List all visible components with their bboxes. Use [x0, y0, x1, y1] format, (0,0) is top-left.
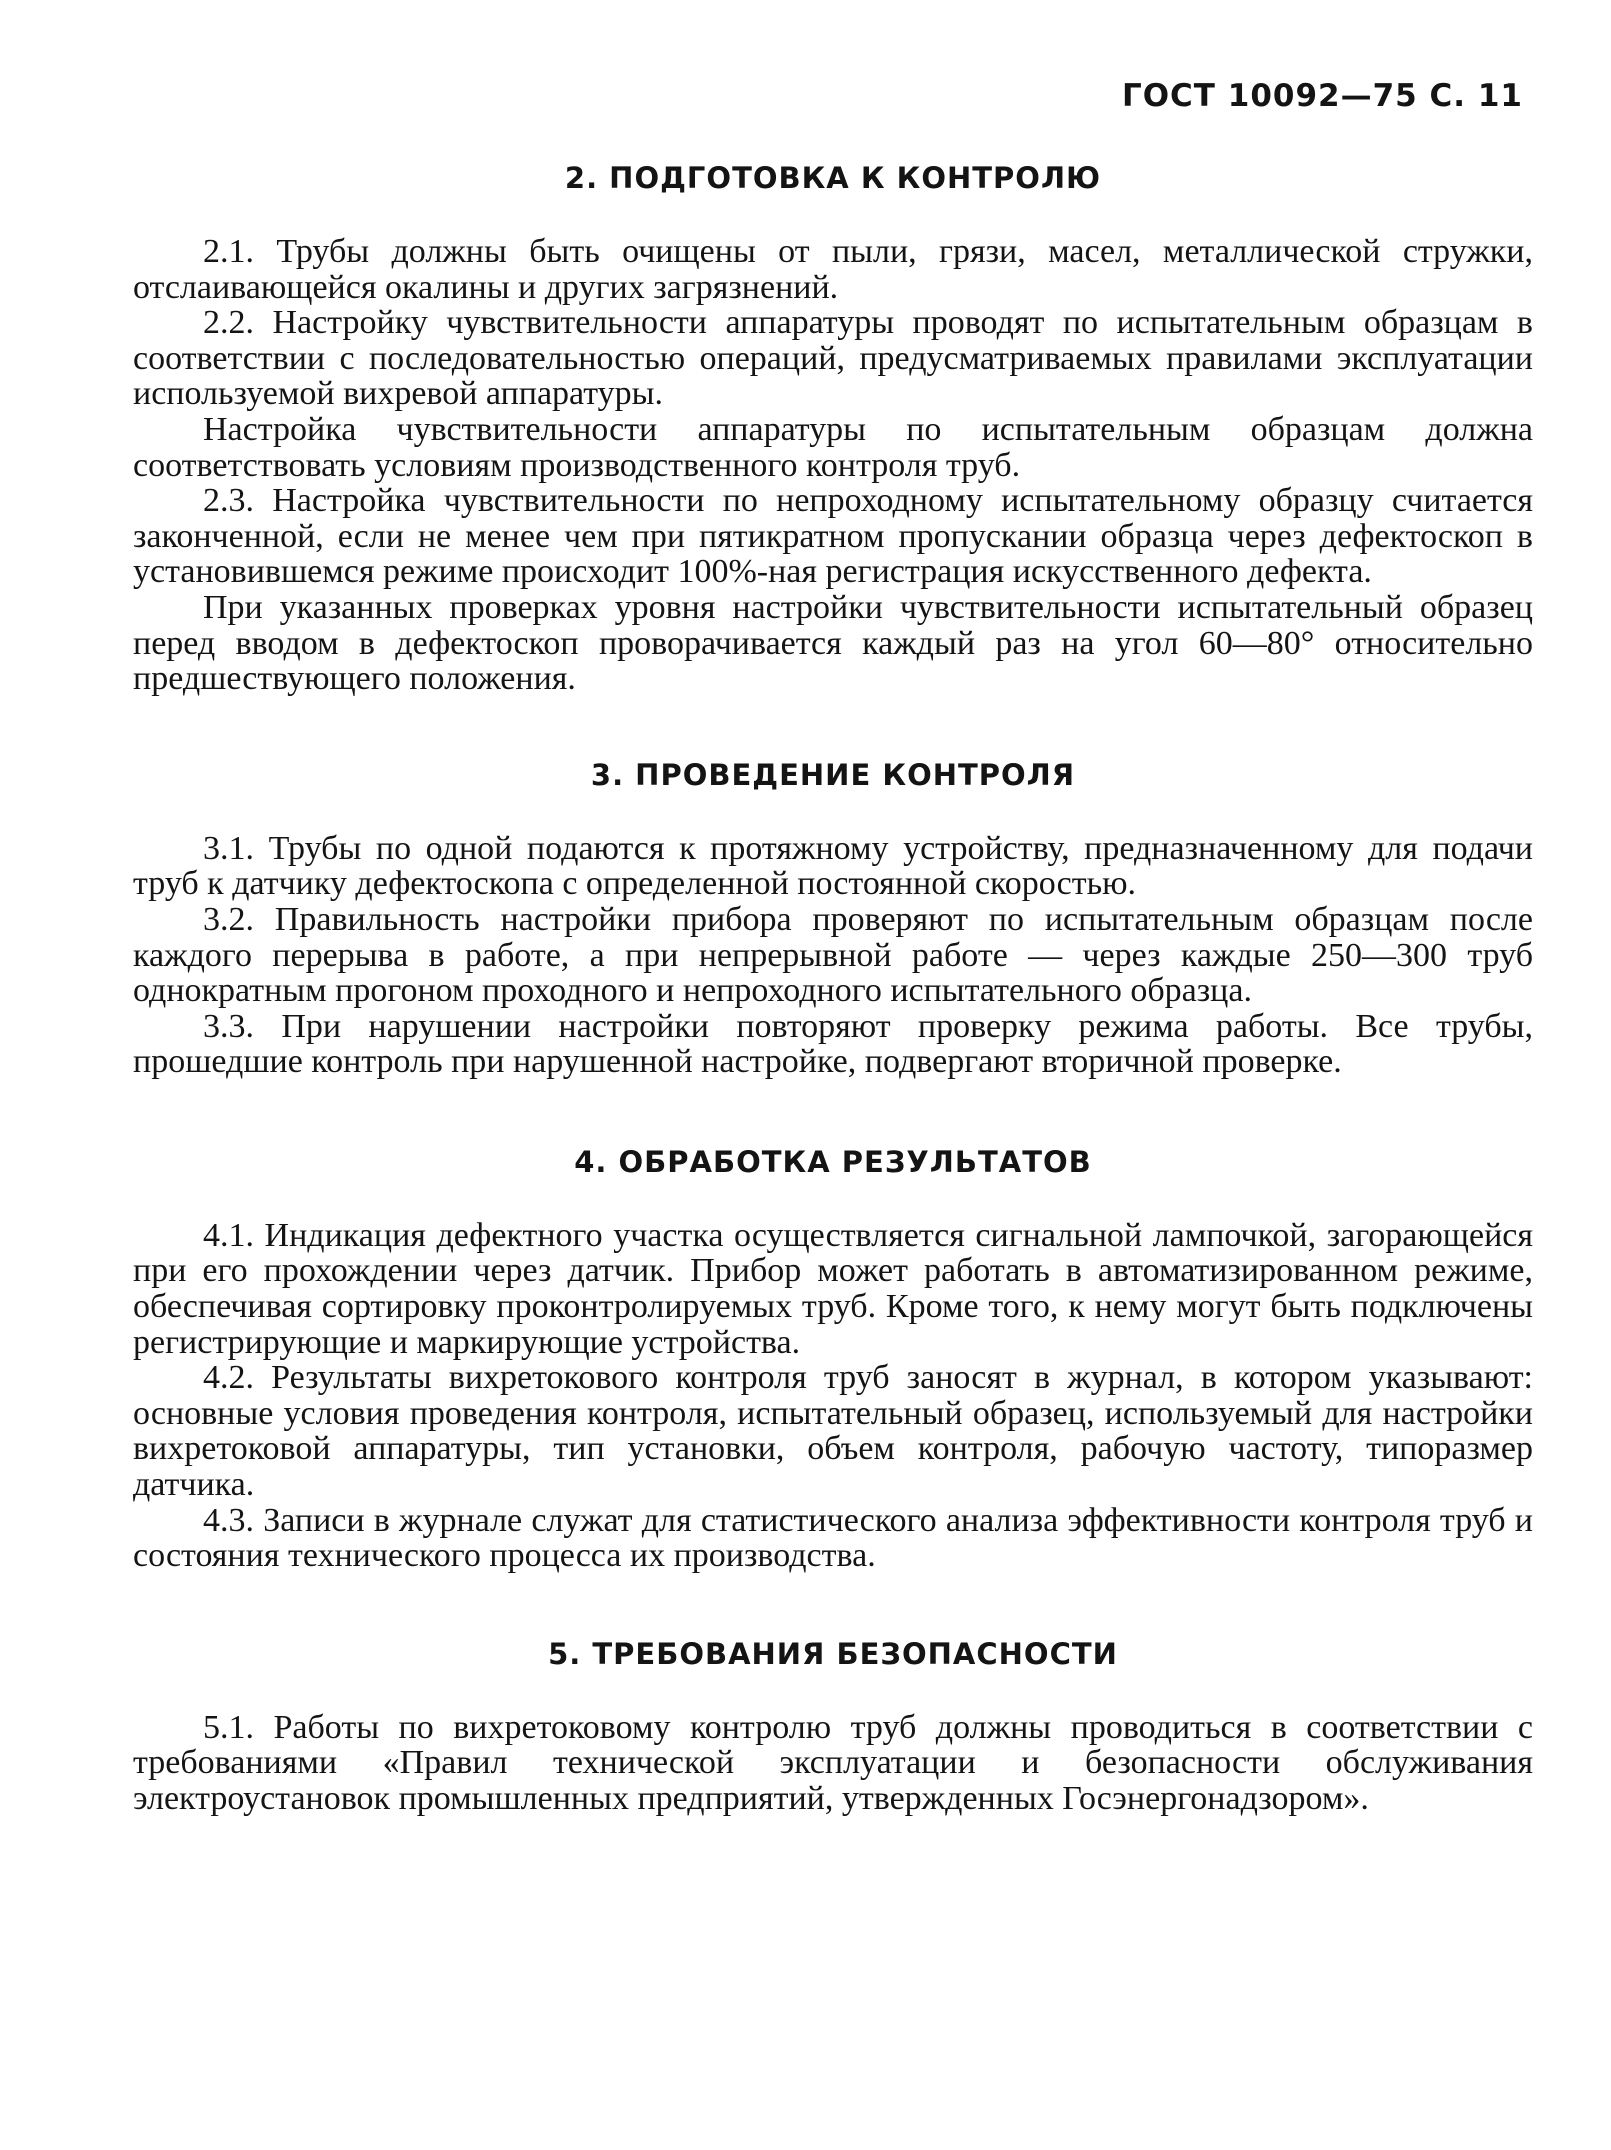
section-heading: 2. ПОДГОТОВКА К КОНТРОЛЮ: [564, 161, 1102, 195]
paragraph-2-3: 2.3. Настройка чувствительности по непроходному испытательному образцу считается законченной, если не менее чем при пятикратном пропускании образца через дефектоскоп в установившемся режиме происходит 100%-ная регистрация искусственного дефекта.: [133, 482, 1533, 591]
section-results: [133, 1142, 1533, 1574]
page-header-standard: ГОСТ 10092—75 С. 11: [1121, 78, 1523, 114]
paragraph-2-2-note: Настройка чувствительности аппаратуры по испытательным образцам должна соответствовать условиям производственного контроля труб.: [133, 410, 1533, 484]
paragraph-2-2: 2.2. Настройку чувствительности аппаратуры проводят по испытательным образцам в соответствии с последовательностью операций, предусматриваемых правилами эксплуатации используемой вихревой аппаратуры.: [133, 304, 1533, 413]
paragraph-3-3: 3.3. При нарушении настройки повторяют проверку режима работы. Все трубы, прошедшие контроль при нарушенной настройке, подвергают вторичной проверке.: [133, 1007, 1533, 1081]
section-heading: 3. ПРОВЕДЕНИЕ КОНТРОЛЯ: [590, 757, 1076, 792]
section-preparation: [133, 158, 1533, 697]
section-inspection: [133, 755, 1533, 1080]
section-heading: 5. ТРЕБОВАНИЯ БЕЗОПАСНОСТИ: [548, 1636, 1118, 1671]
paragraph-4-3: 4.3. Записи в журнале служат для статистического анализа эффективности контроля труб и состояния технического процесса их производства.: [133, 1501, 1533, 1575]
paragraph-4-2: 4.2. Результаты вихретокового контроля труб заносят в журнал, в котором указывают: основные условия проведения контроля, испытательный образец, используемый для настройки вихретоковой аппаратуры, тип установки, объем контроля, рабочую частоту, типоразмер датчика.: [133, 1359, 1533, 1504]
paragraph-3-1: 3.1. Трубы по одной подаются к протяжному устройству, предназначенному для подачи труб к датчику дефектоскопа с определенной постоянной скоростью.: [133, 829, 1533, 903]
document-body: [133, 158, 1533, 1817]
paragraph-5-1: 5.1. Работы по вихретоковому контролю труб должны проводиться в соответствии с требованиями «Правил технической эксплуатации и безопасности обслуживания электроустановок промышленных предприятий, утвержденных Госэнергонадзором».: [133, 1708, 1533, 1817]
paragraph-2-3-note: При указанных проверках уровня настройки чувствительности испытательный образец перед вводом в дефектоскоп проворачивается каждый раз на угол 60—80° относительно предшествующего положения.: [133, 588, 1533, 698]
paragraph-4-1: 4.1. Индикация дефектного участка осуществляется сигнальной лампочкой, загорающейся при его прохождении через датчик. Прибор может работать в автоматизированном режиме, обеспечивая сортировку проконтролируемых труб. Кроме того, к нему могут быть подключены регистрирующие и маркирующие устройства.: [133, 1216, 1533, 1361]
section-heading: 4. ОБРАБОТКА РЕЗУЛЬТАТОВ: [574, 1144, 1092, 1179]
paragraph-3-2: 3.2. Правильность настройки прибора проверяют по испытательным образцам после каждого перерыва в работе, а при непрерывной работе — через каждые 250—300 труб однократным прогоном проходного и непроходного испытательного образца.: [133, 900, 1533, 1010]
section-safety: [133, 1634, 1533, 1817]
paragraph-2-1: 2.1. Трубы должны быть очищены от пыли, грязи, масел, металлической стружки, отслаивающейся окалины и других загрязнений.: [133, 233, 1533, 306]
